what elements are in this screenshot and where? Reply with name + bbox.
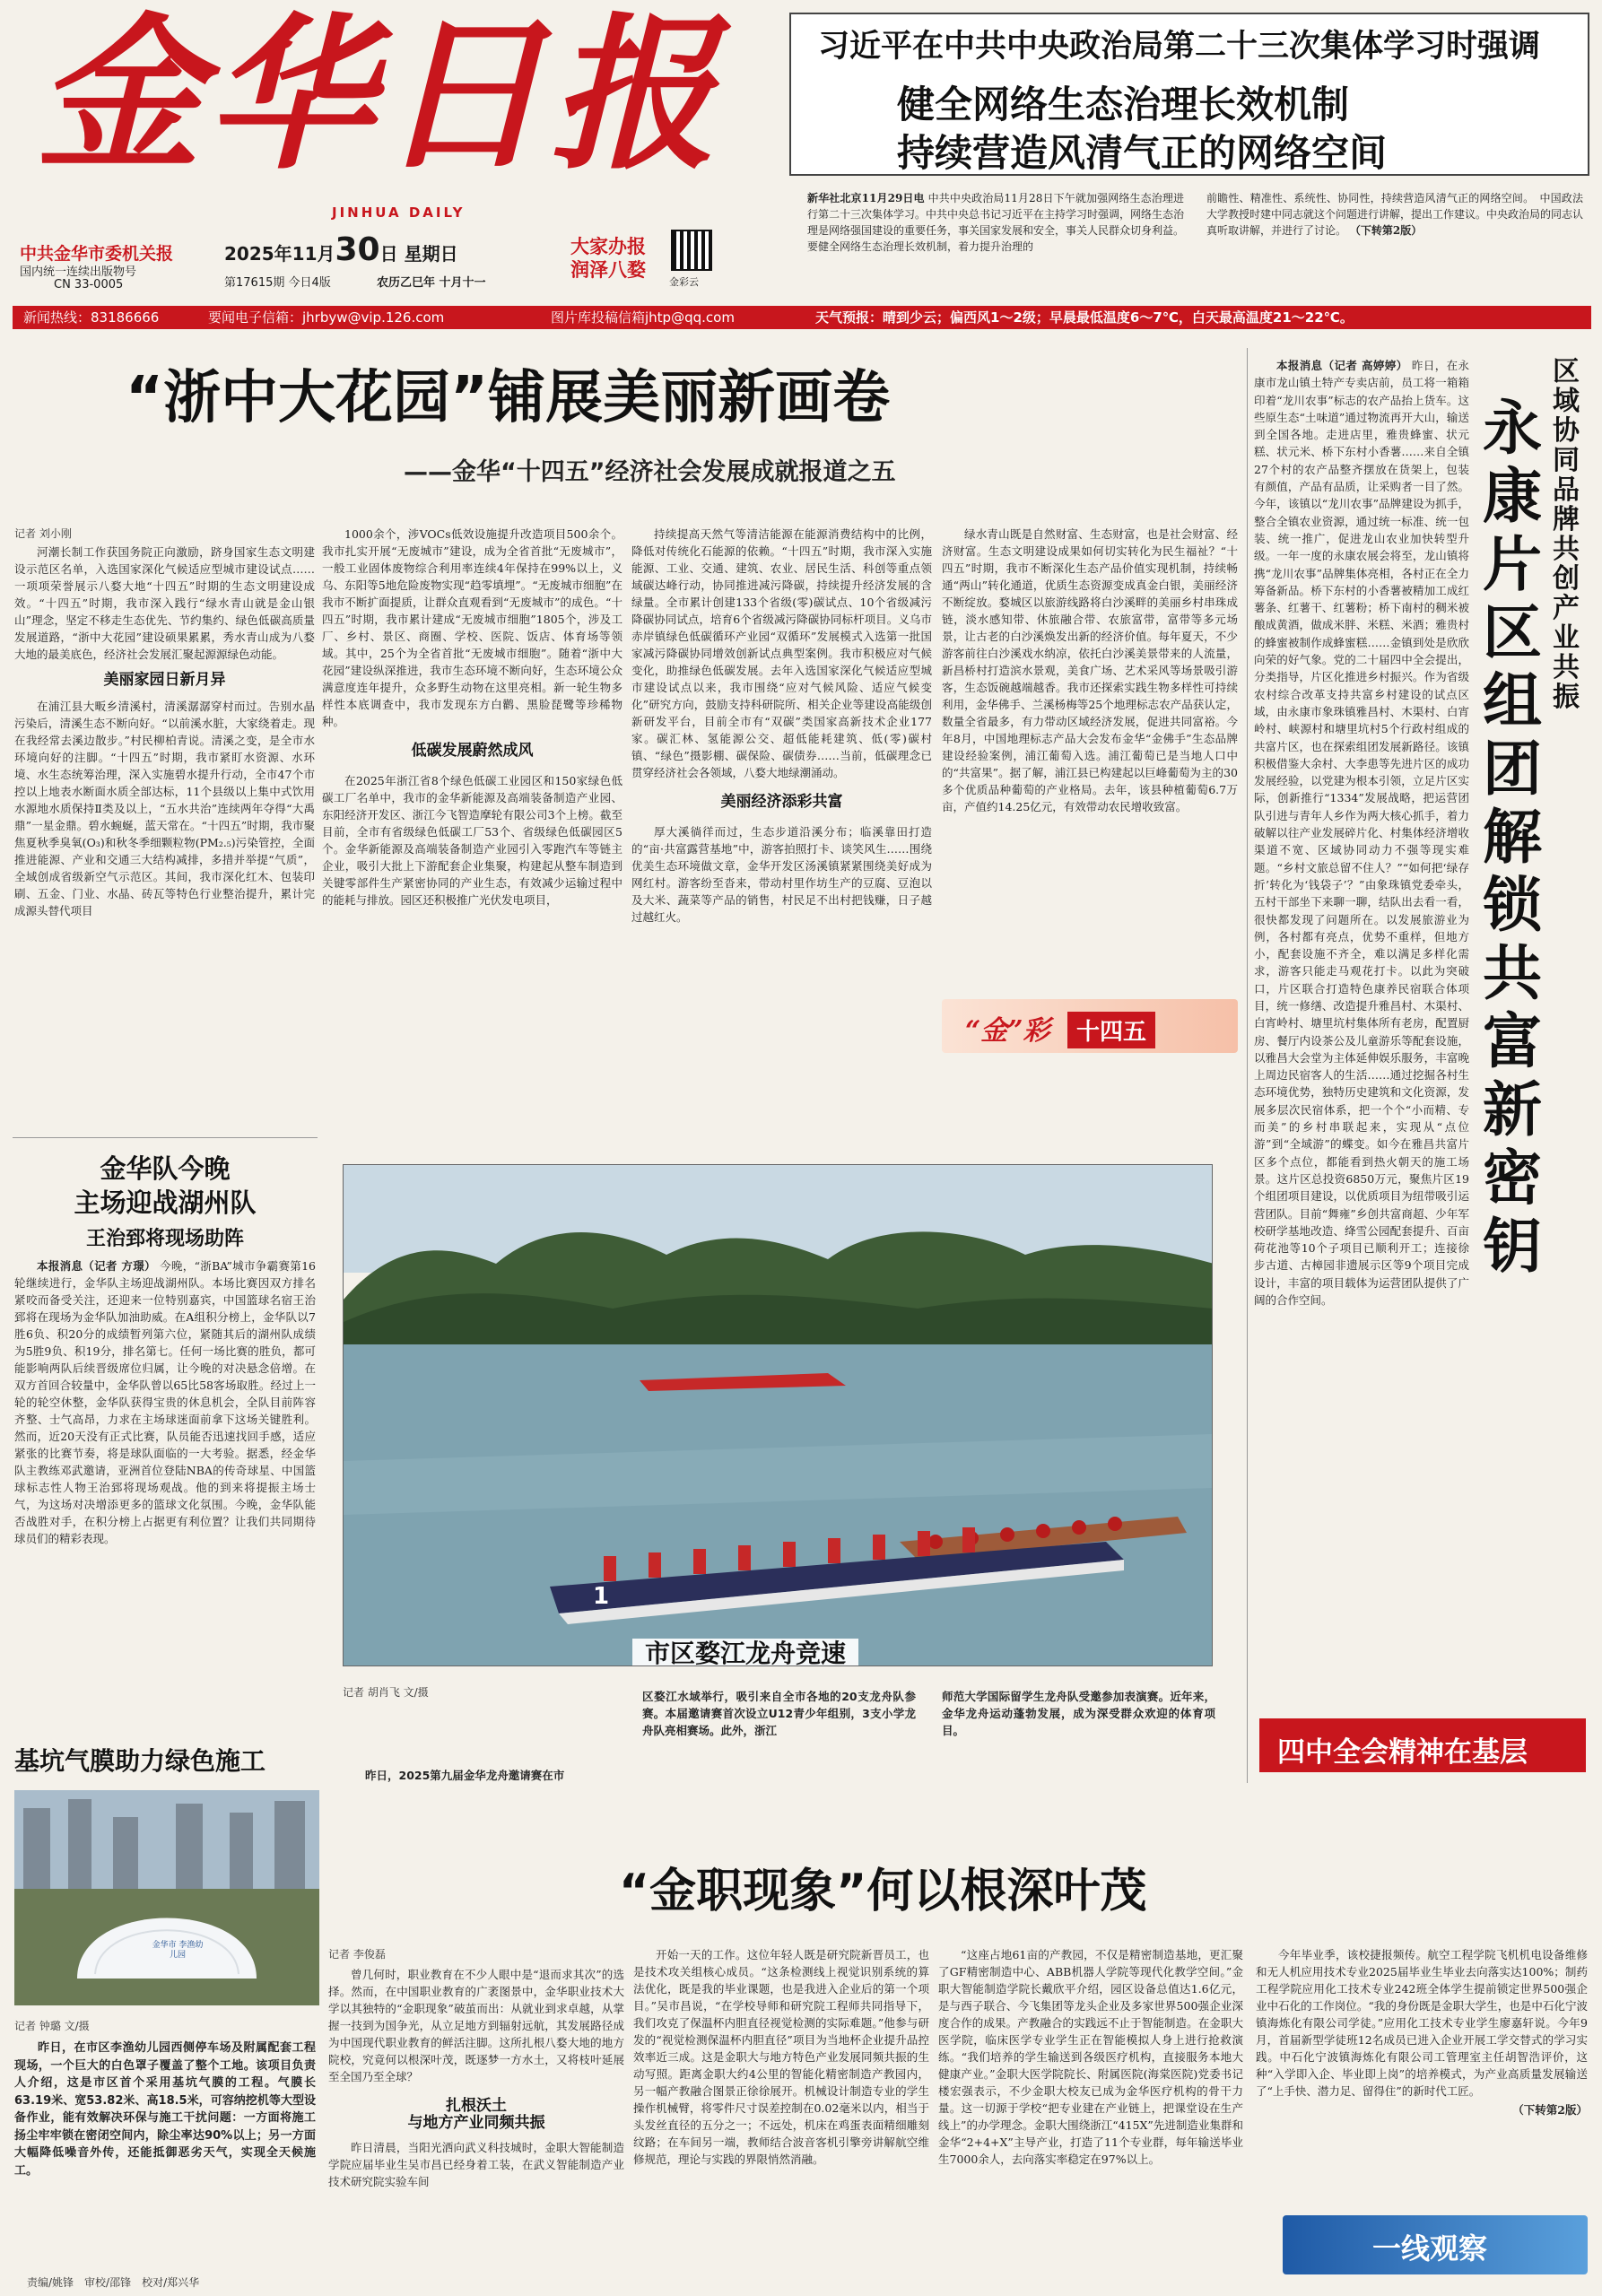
- lead-col-1-text-a: 河潮长制工作获国务院正向激励，跻身国家生态文明建设示范区名单，入选国家深化气候适应型城市建设试点……一项项荣誉展示八婺大地“十四五”时期的生态文明建设成效。“十四五”时期，我市深入践行“绿水青山就是金山银山”理念，坚定不移走生态优先、节约集约、绿色低碳高质量发展道路，“浙中大花园”建设硕果累累，秀水青山成为八婺大地的最美底色，经济社会发展汇聚起源源绿色动能。: [14, 545, 315, 661]
- bottom-col-4-text: 今年毕业季，该校捷报频传。航空工程学院飞机机电设备维修和无人机应用技术专业2025届毕业生毕业去向落实达100%；制药工程学院应用化工技术专业242班全体学生提前锁定世界500强企业中石化的工作岗位。“我的身份既是金职大学生，也是中石化宁波镇海炼化有限公司学徒。”应用化工技术专业学生廖嘉轩说。今年9月，首届新型学徒班12名成员已进入企业开展工学交替式的学习实践。中石化宁波镇海炼化有限公司工管理室主任胡智浩评价，这种“入学即入企、毕业即上岗”的培养模式，为产业高质量发展输送了“上手快、潜力足、留得住”的新时代工匠。: [1256, 1948, 1588, 2098]
- sports-body: [14, 1257, 316, 1724]
- photo-caption-title: 市区婺江龙舟竞速: [632, 1639, 858, 1666]
- lead-col-4: [942, 526, 1238, 992]
- masthead-pinyin: JINHUA DAILY: [332, 204, 466, 221]
- dome-signage: 金华市 李渔幼儿园: [152, 1941, 204, 1960]
- lead-col-3-text-a: 持续提高天然气等清洁能源在能源消费结构中的比例，降低对传统化石能源的依赖。“十四五”时期，我市深入实施能源、工业、交通、建筑、农业、居民生活、科创等重点领域碳达峰行动，协同推进减污降碳，持续提升经济发展的含绿量。全市累计创建133个省级(零)碳试点、10个省级减污降碳协同试点，培育6个省级减污降碳协同标杆项目。义乌市赤岸镇绿色低碳循环产业园“双循环”发展模式入选第一批国家减污降碳协同增效创新试点典型案例。我市积极应对气候变化，助推绿色低碳发展。去年入选国家深化气候适应型城市建设试点以来，我市围绕“应对气候风险、适应气候变化”研究方向，鼓励支持科研院所、相关企业等建设高能级创新研发平台，目前全市有“双碳”类国家高新技术企业177家。碳汇林、氢能源公交、超低能耗建筑、低(零)碳村镇、“绿色”摄影棚、碳保险、碳债券……当前，低碳理念已贯穿经济社会各领域，八婺大地绿潮涌动。: [631, 527, 932, 779]
- badge-gold-text: “金”彩: [965, 1015, 1050, 1047]
- news-hotline[interactable]: 新闻热线：83186666: [23, 309, 160, 326]
- air-dome-photo: [14, 1790, 319, 2005]
- frontline-banner: [1283, 2215, 1588, 2274]
- lead-col-2-text-a: 1000余个，涉VOCs低效设施提升改造项目500余个。我市扎实开展“无废城市”建设，成为全省首批“无废城市”，一般工业固体废物综合利用率连续4年保持在99%以上，义乌、东阳等5地危险废物实现“趋零填埋”。“无废城市细胞”在我市不断扩面提质，让群众直观看到“无废城市”的成色。“十四五”时期，我市累计建成“无废城市细胞”1805个，涉及工厂、乡村、景区、商圈、学校、医院、饭店、体育场等领域。其中，25个为全省首批“无废城市细胞”。随着“浙中大花园”建设纵深推进，我市生态环境不断向好，生态环境公众满意度连年提升，众多野生动物在这里亮相。新一轮生物多样性本底调查中，我市发现东方白鹳、黑脸琵鹭等珍稀物种。: [322, 527, 623, 728]
- side-body: 昨日，在市区李渔幼儿园西侧停车场及附属配套工程现场，一个巨大的白色罩子覆盖了整个工地。该项目负责人介绍，这是市区首个采用基坑气膜的工程。气膜长63.19米、宽53.82米、高18.5米，可容纳挖机等大型设备作业，能有效解决环保与施工干扰问题：一方面将施工扬尘牢牢锁在密闭空间内，除尘率达90%以上；另一方面大幅降低噪音外传，还能抵御恶劣天气，实现全天候施工。: [14, 2041, 316, 2178]
- issue-date: [224, 231, 458, 268]
- qr-code[interactable]: [671, 230, 712, 271]
- top-news-text-right: 前瞻性、精准性、系统性、协同性，持续营造风清气正的网络空间。 中国政法大学教授时建中同志就这个问题进行讲解，提出工作建议。中央政治局的同志认真听取讲解，并进行了讨论。: [1206, 192, 1584, 237]
- boat-number: 1: [593, 1583, 610, 1610]
- newspaper-logo: 金华日报: [36, 0, 721, 192]
- air-dome-illustration: [14, 1790, 319, 2005]
- photo-email[interactable]: 图片库投稿信箱jhtp@qq.com: [551, 309, 735, 326]
- bottom-byline: 记者 李俊磊: [328, 1948, 386, 1961]
- masthead-organ: 中共金华市委机关报: [20, 244, 174, 264]
- bottom-col-3: [938, 1946, 1243, 2280]
- lead-col-1-text-b: 在浦江县大畈乡清溪村，清溪潺潺穿村而过。告别水晶污染后，清溪生态不断向好。“以前溪水脏，大家绕着走。现在我经常去溪边散步。”村民柳柏青说。清溪之变，是全市水环境向好的注脚。“十四五”时期，我市紧盯水资源、水环境、水生态统筹治理，深入实施碧水提升行动，全市47个市控以上地表水断面水质全部达标，11个县级以上集中式饮用水源地水质保持Ⅱ类及以上，“五水共治”连续两年夺得“大禹鼎”一星金鼎。碧水蜿蜒，蓝天常在。“十四五”时期，我市聚焦夏秋季臭氧(O₃)和秋冬季细颗粒物(PM₂.₅)污染管控，全面推进能源、产业和交通三大结构减排，多措并举提“气质”，全域创成省级新空气示范区。其间，我市深化红木、包装印刷、五金、门业、水晶、砖瓦等特色行业整治提升，累计完成源头替代项目: [14, 700, 315, 918]
- slogan-line-1: 大家办报: [570, 236, 646, 257]
- sports-text: 今晚，“浙BA”城市争霸赛第16轮继续进行，金华队主场迎战湖州队。本场比赛因双方排名紧咬而备受关注，还迎来一位特别嘉宾，中国篮球名宿王治郅将在现场为金华队加油助威。在A组积分榜上，金华队以7胜6负、积20分的成绩暂列第六位，紧随其后的湖州队成绩为5胜9负、积19分，排名第七。任何一场比赛的胜负，都可能影响两队后续晋级席位归属，让今晚的对决悬念倍增。在双方首回合较量中，金华队曾以65比58客场取胜。经过上一轮的轮空休整，金华队获得宝贵的休息机会，全队目前阵容齐整、士气高昂，力求在主场球迷面前拿下这场关键胜利。然而，近20天没有正式比赛，队员能否迅速找回手感，适应紧张的比赛节奏，将是球队面临的一大考验。据悉，经金华队主教练邓武邀请，亚洲首位登陆NBA的传奇球星、中国篮球标志性人物王治郅将现场观战。他的到来将提振主场士气，为这场对决增添更多的篮球文化氛围。今晚，金华队能否战胜对手，在积分榜上占据更有利位置？让我们共同期待球员们的精彩表现。: [14, 1259, 316, 1545]
- right-kicker: 区域协同 品牌共创 产业共振: [1553, 356, 1580, 713]
- bottom-sub-2: 与地方产业同频共振: [407, 2114, 545, 2132]
- date-suffix: 日 星期日: [379, 243, 458, 265]
- bottom-col-2-text: 开始一天的工作。这位年轻人既是研究院新晋员工，也是技术攻关组核心成员。“这条检测线上视觉识别系统的算法优化，既是我的毕业课题，也是我进入企业后的第一个项目。”吴市昌说，“在学校导师和研究院工程师共同指导下，我们攻克了保温杯内胆直径视觉检测的实际难题。”他参与研发的“视觉检测保温杯内胆直径”项目为当地杯企业提升品控效率近三成。这是金职大与地方特色产业发展同频共振的生动写照。距离金职大约4公里的智能化精密制造产教园内，另一幅产教融合图景正徐徐展开。机械设计制造专业的学生操作机械臂，将零件尺寸误差控制在0.02毫米以内，相当于头发丝直径的五分之一；不远处，机床在鸡蛋表面精细雕刻纹路；在车间另一端，教师结合波音客机引擎旁讲解航空维修规范，理论与实践的界限悄然消融。: [633, 1948, 929, 2166]
- right-body: [1254, 357, 1469, 1756]
- news-email[interactable]: 要闻电子信箱：jhrbyw@vip.126.com: [208, 309, 445, 326]
- bottom-sub-1: 扎根沃土: [446, 2097, 507, 2115]
- right-headline: 永康片区组团解锁共富新密钥: [1483, 394, 1542, 1281]
- top-news-body-left: [807, 190, 1184, 255]
- lead-col-4-text-a: 绿水青山既是自然财富、生态财富，也是社会财富、经济财富。生态文明建设成果如何切实转化为民生福祉？“十四五”时期，我市不断深化生态产品价值实现机制，持续畅通“两山”转化通道，优质生态资源变成真金白银，美丽经济不断绽放。婺城区以旅游线路将白沙溪畔的美丽乡村串珠成链，淡水感知带、休旅融合带、农旅富带，富带等多元场景，让古老的白沙溪焕发出新的经济价值。每年夏天，不少游客前往白沙溪戏水纳凉，依托白沙溪美景带来的人流量，新昌桥村打造滨水景观，美食广场、艺术采风等场景吸引游客，生态饭碗越端越香。我市还探索实践生物多样性可持续利用，金华佛手、兰溪杨梅等25个地理标志农产品获认定，数量全省最多，有力带动区域经济发展，促进共同富裕。今年8月，中国地理标志产品大会发布金华“金佛手”生态品牌建设经验案例，浦江葡萄入选。浦江葡萄已是当地人口中的“共富果”。据了解，浦江县已构建起以巨峰葡萄为主的30多个优质品种葡萄的产业格局。去年，该县种植葡萄6.7万亩，产值约14.25亿元，有效带动农民增收致富。: [942, 527, 1238, 813]
- plenum-box-label: 四中全会精神在基层: [1277, 1736, 1528, 1769]
- date-day: 30: [335, 231, 380, 268]
- lead-col-3-text-b: 厚大溪徜徉而过，生态步道沿溪分布；临溪靠田打造的“亩·共富露营基地”中，游客拍照打卡、谈笑风生……围绕优美生态环境做文章，金华开发区汤溪镇紧紧围绕美好成为网红村。游客纷至沓来，带动村里作坊生产的豆腐、豆泡以及大米、蔬菜等产品的销售，村民足不出村把钱赚，日子越过越红火。: [631, 825, 932, 924]
- bottom-col-3-text: “这座占地61亩的产教园，不仅是精密制造基地，更汇聚了GF精密制造中心、ABB机器人学院等现代化教学空间。”金职大智能制造学院长戴欣平介绍，园区设备总值达1.6亿元，是与西子联合、今飞集团等龙头企业及多家世界500强企业深度合作的成果。产教融合的实践远不止于智能制造。在金职大医学院，临床医学专业学生正在智能模拟人身上进行抢救演练。“我们培养的学生输送到各级医疗机构，直接服务本地大健康产业。”金职大医学院院长、附属医院(海棠医院)党委书记楼宏强表示，不少金职大校友已成为金华医疗机构的骨干力量。这一切源于学校“把专业建在产业链上，把课堂设在生产线上”的办学理念。金职大围绕浙江“415X”先进制造业集群和金华“2+4+X”主导产业，打造了11个专业群，每年输送毕业生7000余人，去向落实率稳定在97%以上。: [938, 1948, 1243, 2166]
- sports-headline-2: 主场迎战湖州队: [74, 1187, 257, 1218]
- bottom-col-2: [633, 1946, 929, 2280]
- masthead: [0, 0, 1602, 305]
- sports-top-rule: [13, 1137, 318, 1138]
- footer-staff: 责编/姚锋 审校/邵锋 校对/郑兴华: [27, 2276, 200, 2289]
- photo-caption-right: 师范大学国际留学生龙舟队受邀参加表演赛。近年来，金华龙舟运动蓬勃发展，成为深受群众欢迎的体育项目。: [942, 1690, 1215, 1737]
- slogan-line-2: 润泽八婺: [570, 259, 646, 281]
- bottom-col-1-text: 曾几何时，职业教育在不少人眼中是“退而求其次”的选择。然而，在中国职业教育的广袤图景中，金华职业技术大学以其独特的“金职现象”破茧而出：从就业到求卓越，从掌握一技到为国争光，从立足地方到辐射远航，其发展路径成为中国现代职业教育的鲜活注脚。这所扎根八婺大地的地方院校，究竟何以根深叶茂，既逐梦一方水土，又将枝叶延展至全国乃至全球？: [328, 1968, 624, 2083]
- info-bar: [13, 306, 1591, 329]
- lead-headline: “浙中大花园”铺展美丽新画卷: [126, 365, 891, 431]
- bottom-jump: （下转第2版）: [1512, 2103, 1588, 2117]
- top-news-kicker: 习近平在中共中央政治局第二十三次集体学习时强调: [818, 29, 1541, 65]
- side-byline: 记者 钟璐 文/摄: [14, 2020, 90, 2032]
- right-text: 昨日，在永康市龙山镇土特产专卖店前，员工将一箱箱印着“龙川农事”标志的农产品抬上货车。这些原生态“土味道”通过物流再开大山，输送到全国各地。走进店里，雅贵蜂蜜、状元糕、状元米、桥下东村小香薯……来自全镇27个村的农产品整齐摆放在货架上，包装有颜值，产品有品质，让采购者一目了然。今年，该镇以“龙川农事”品牌建设为抓手，整合全镇农业资源，通过统一标准、统一包装、统一推广，促进龙山农业加快转型升级。一年一度的永康农展会将至，龙山镇将携“龙川农事”品牌集体亮相，各村正在全力筹备新品。桥下东村的小香薯被精加工成红薯条、红薯干、红薯粉；桥下南村的稠米被酿成黄酒，做成米胖、米糕、米酒；雅贵村的蜂蜜被制作成蜂蜜糕……金镇到处是欣欣向荣的好气象。党的二十届四中全会提出，分类指导，片区化推进乡村振兴。作为省级农村综合改革支持共富乡村建设的试点区域，由永康市象珠镇雅昌村、木渠村、白宵岭村、峡源村和塘里坑村5个行政村组成的共富片区，也在探索组团发展新路径。该镇积极借鉴大余村、大李患等先进片区的成功发展经验，以党建为根本引领，立足片区实际，创新推行“1334”发展战略，把运营团队引进与青年人乡作为两大核心抓手，着力破解以往产业发展碎片化、村集体经济增收渠道不宽、区域协同动力不强等现实难题。“乡村文旅总留不住人？”“如何把‘绿存折’转化为‘钱袋子’？”由象珠镇党委牵头，五村干部坐下来聊一聊，结队出去看一看，很快都发现了问题所在。以发展旅游业为例，各村都有亮点，优势不重样，但地方小，配套设施不齐全，难以满足多样化需求，游客只能走马观花打卡。以此为突破口，片区联合打造特色康养民宿联合体项目，统一修缮、改造提升雅昌村、木渠村、白宵岭村、塘里坑村集体所有老房，配置厨房、餐厅内设茶公及儿童游乐等配套设施，以雅昌大会堂为主体延伸娱乐服务，丰富晚上周边民宿客人的生活……通过挖掘各村生态环境优势，独特历史建筑和文化资源，发展多层次民宿体系，把一个个“小而精、专而美”的乡村串联起来，实现从“点位游”到“全域游”的蝶变。如今在雅昌共富片区多个点位，都能看到热火朝天的施工场景。这片区总投资6850万元，聚焦片区19个组团项目建设，以优质项目为纽带吸引运营团队。目前“舞雍”乡创共富商超、少年军校研学基地改造、绛雪公园配套提升、百亩荷花池等10个子项目已顺利开工；连接徐步古道、古樟园非遗展示区等9个项目完成设计，丰富的项目载体为运营团队提供了广阔的合作空间。: [1254, 359, 1469, 1308]
- photo-caption-left: 昨日，2025第九届金华龙舟邀请赛在市: [365, 1769, 565, 1782]
- top-news-headline-2: 持续营造风清气正的网络空间: [897, 131, 1388, 175]
- masthead-cn-code: CN 33-0005: [54, 278, 124, 291]
- right-byline: 本报消息（记者 高婷婷）: [1276, 359, 1408, 372]
- top-news-dateline: 新华社北京11月29日电: [807, 192, 925, 204]
- lead-col-3: [631, 526, 932, 1126]
- badge-red-text: 十四五: [1067, 1012, 1155, 1048]
- top-news-jump: （下转第2版）: [1349, 224, 1423, 237]
- dragon-boat-illustration: [344, 1165, 1213, 1666]
- sports-headline-1: 金华队今晚: [100, 1153, 231, 1184]
- lead-sub-1: 美丽家园日新月异: [103, 671, 226, 689]
- plenum-box: [1259, 1718, 1586, 1772]
- weather-forecast: 天气预报：晴到少云；偏西风1～2级；早晨最低温度6～7℃，白天最高温度21～22℃。: [815, 309, 1354, 326]
- lunar-date: 农历乙巳年 十月十一: [377, 276, 486, 290]
- side-headline: 基坑气膜助力绿色施工: [14, 1746, 266, 1776]
- date-prefix: 2025年11月: [224, 243, 335, 265]
- lead-col-2-text-b: 在2025年浙江省8个绿色低碳工业园区和150家绿色低碳工厂名单中，我市的金华新能源及高端装备制造产业园、东阳经济开发区、浙江今飞智造摩轮有限公司3个上榜。截至目前，全市有省级绿色低碳工厂53个、省级绿色低碳园区5个。金华新能源及高端装备制造产业园引入零跑汽车等链主企业，吸引大批上下游配套企业集聚，构建起从整车制造到关键零部件生产紧密协同的产业生态，有效减少运输过程中的能耗与排放。园区还积极推广光伏发电项目，: [322, 774, 623, 907]
- top-news-text-left: 中共中央政治局11月28日下午就加强网络生态治理进行第二十三次集体学习。中共中央总书记习近平在主持学习时强调，网络生态治理是网络强国建设的重要任务，事关国家发展和安全，事关人民群众切身利益。要健全网络生态治理长效机制，着力提升治理的: [807, 192, 1185, 253]
- bottom-col-1-text-b: 昨日清晨，当阳光洒向武义科技城时，金职大智能制造学院应届毕业生吴市昌已经身着工装，在武义智能制造产业技术研究院实验车间: [328, 2141, 624, 2188]
- top-news-body-right: [1206, 190, 1583, 239]
- slogan: [570, 235, 646, 282]
- bottom-col-1: [328, 1966, 624, 2280]
- lead-sub-2: 低碳发展蔚然成风: [411, 742, 534, 760]
- photo-byline: 记者 胡肖飞 文/摄: [343, 1686, 429, 1699]
- column-divider: [1247, 348, 1248, 1783]
- issue-number: 第17615期 今日4版: [224, 276, 331, 290]
- sports-byline: 本报消息（记者 方璟）: [37, 1259, 156, 1273]
- sports-subhead: 王治郅将现场助阵: [85, 1228, 244, 1250]
- lead-col-2: [322, 526, 623, 1126]
- dragon-boat-photo: [343, 1164, 1213, 1666]
- lead-byline: 记者 刘小刚: [14, 527, 72, 540]
- photo-caption-mid: 区婺江水域举行，吸引来自全市各地的20支龙舟队参赛。本届邀请赛首次设立U12青少年组别，3支小学龙舟队亮相赛场。此外，浙江: [642, 1690, 916, 1737]
- lead-col-1: [14, 544, 315, 1126]
- top-news-headline-1: 健全网络生态治理长效机制: [897, 83, 1350, 126]
- masthead-cn-number: 国内统一连续出版物号: [20, 265, 137, 279]
- bottom-headline: “金职现象”何以根深叶茂: [619, 1865, 1147, 1918]
- frontline-label: 一线观察: [1372, 2231, 1488, 2266]
- lead-subhead: ——金华“十四五”经济社会发展成就报道之五: [404, 458, 896, 486]
- bottom-col-4: [1256, 1946, 1588, 2215]
- qr-label: 金彩云: [669, 276, 699, 288]
- series-badge: [942, 999, 1238, 1053]
- lead-sub-3: 美丽经济添彩共富: [720, 793, 843, 811]
- sports-headline: [14, 1152, 316, 1220]
